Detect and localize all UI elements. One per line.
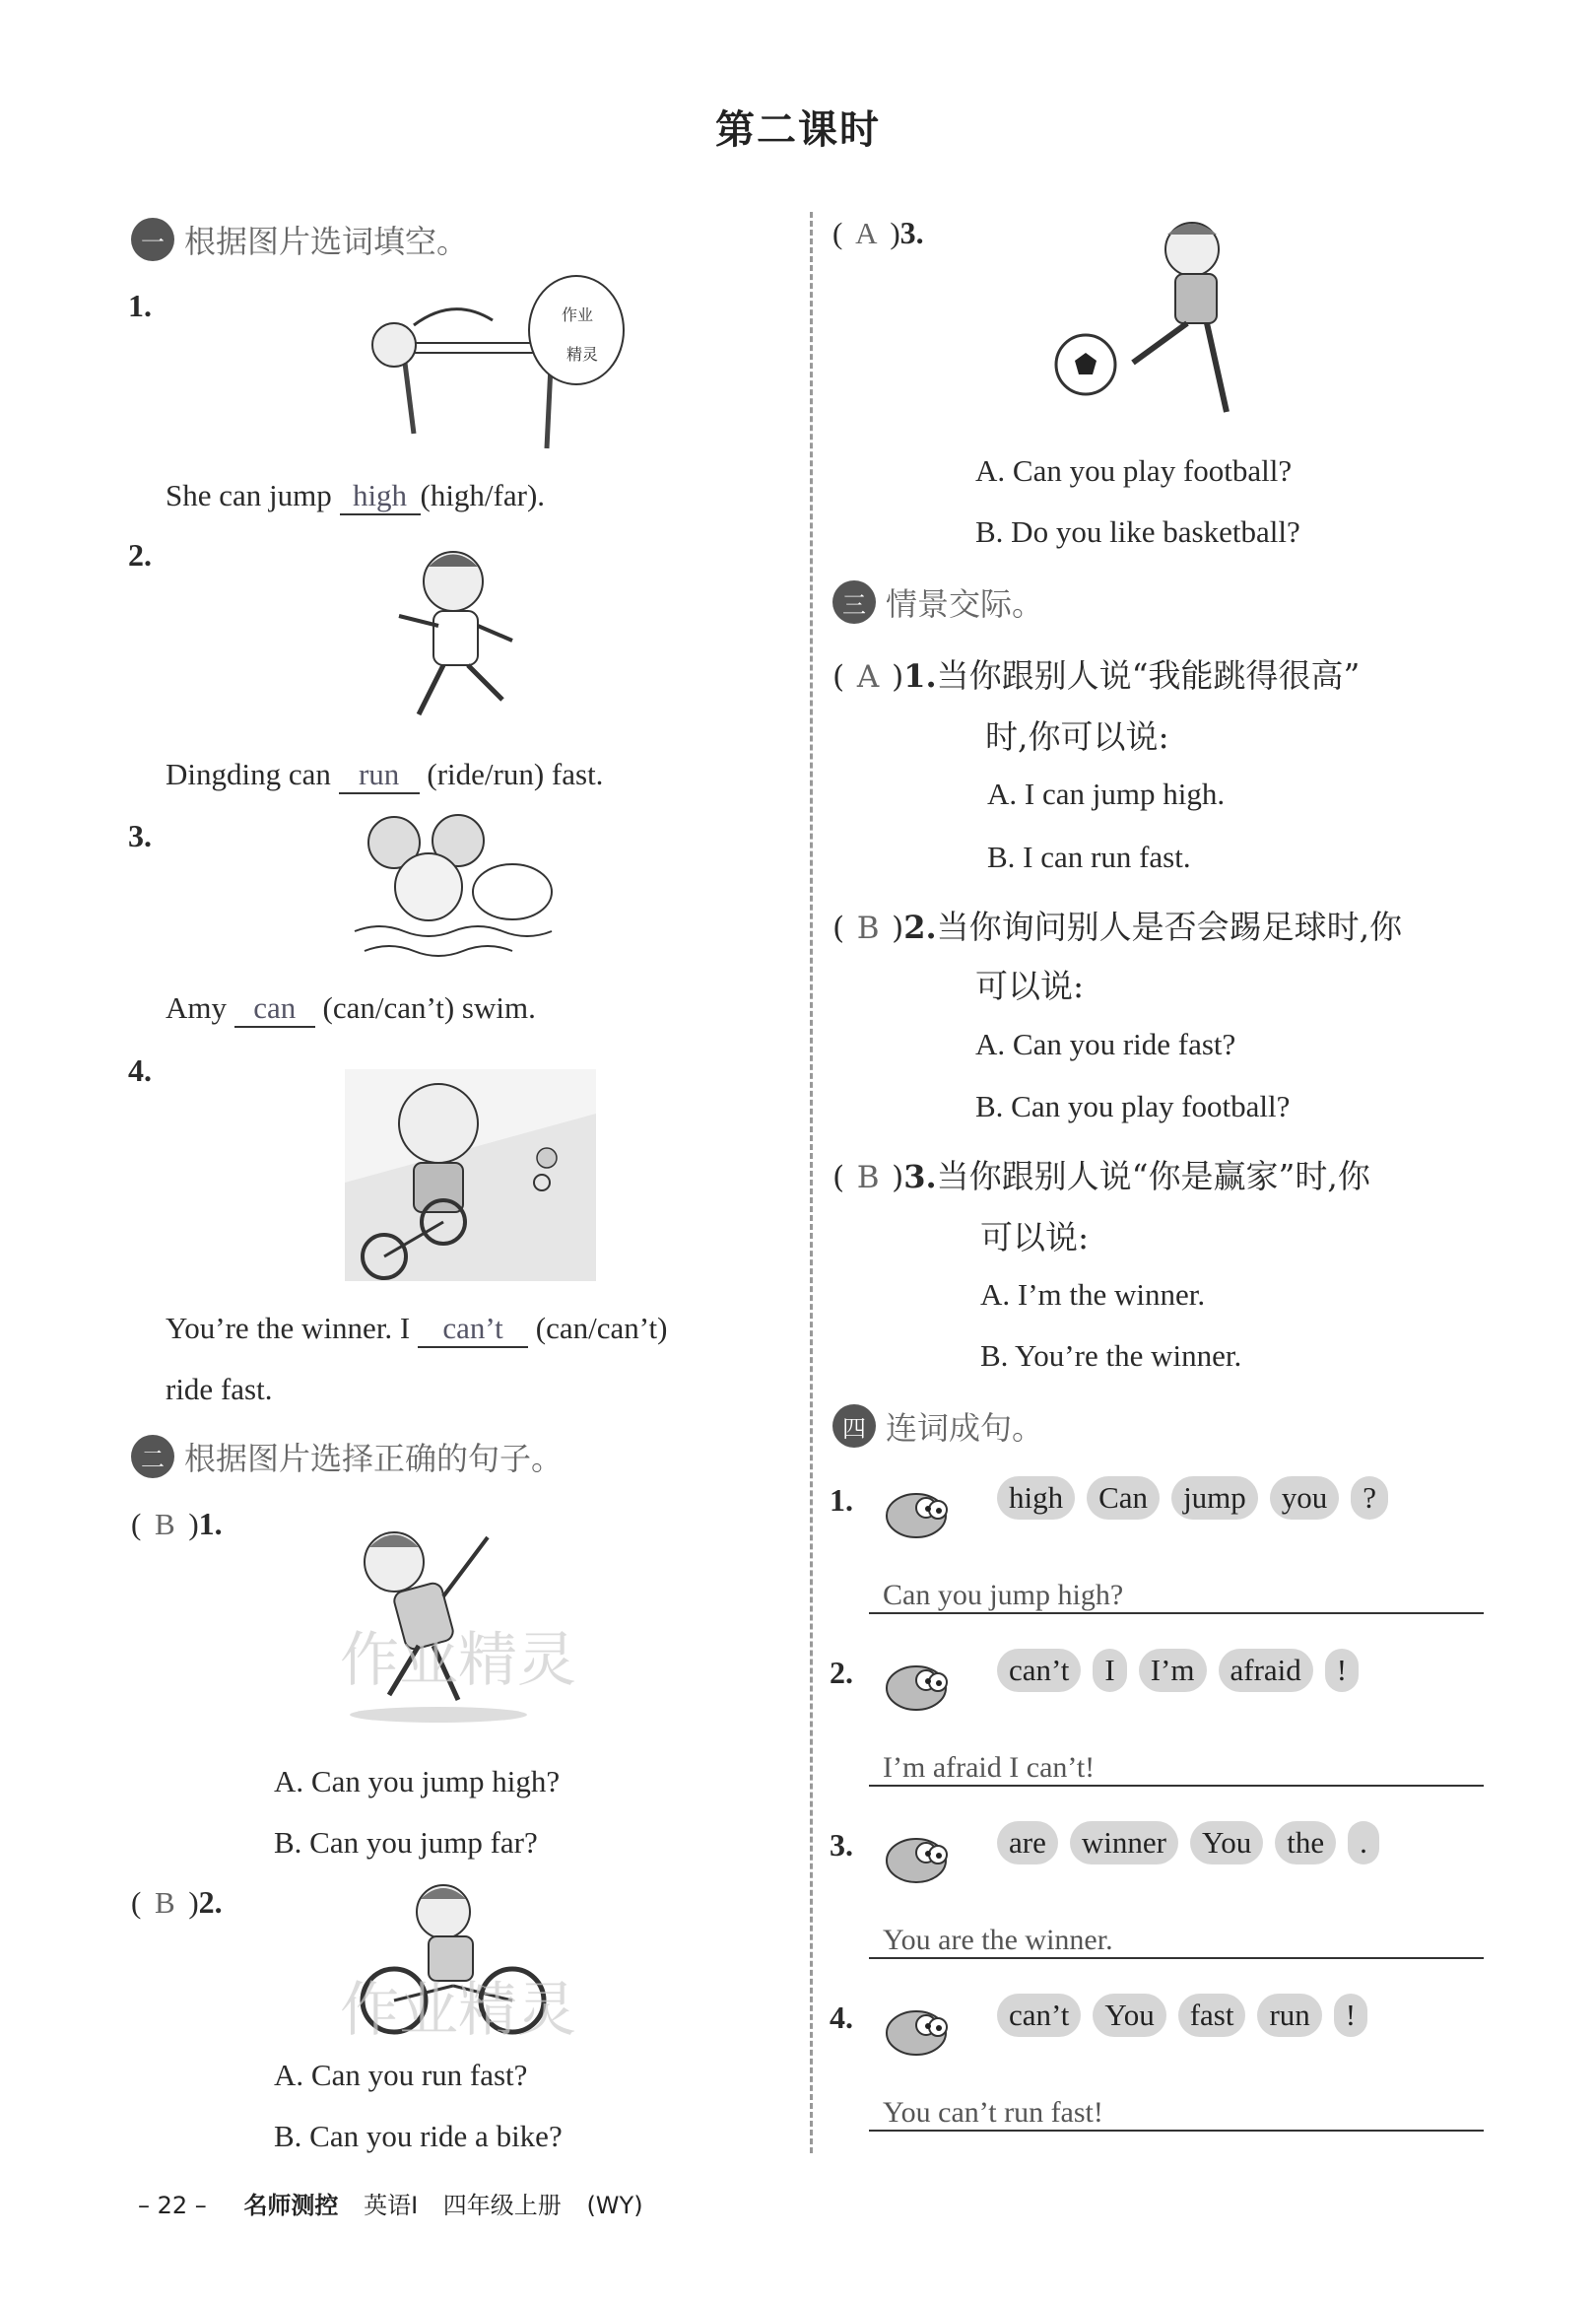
section-number: 二 xyxy=(131,1435,174,1478)
option-a: A. Can you ride fast? xyxy=(975,1027,1236,1061)
word-chip: ! xyxy=(1325,1649,1359,1692)
cartoon-bug-icon xyxy=(877,1651,956,1720)
fill-sentence-4: You’re the winner. I can’t (can/can’t) xyxy=(166,1311,667,1348)
word-chip: winner xyxy=(1070,1821,1178,1864)
answer-blank: high xyxy=(340,478,421,515)
word-chip: run xyxy=(1257,1994,1321,2037)
book-name: 名师测控 xyxy=(243,2192,339,2219)
svg-text:精灵: 精灵 xyxy=(566,347,599,364)
word-chips xyxy=(997,1476,1400,1520)
word-chip: . xyxy=(1348,1821,1379,1864)
section-title: 连词成句。 xyxy=(886,1409,1044,1447)
boy-running-illustration xyxy=(384,537,532,729)
choice-question-1: ( B )1. xyxy=(131,1506,223,1541)
section-number: 三 xyxy=(832,580,876,624)
page-number: – 22 – xyxy=(138,2192,207,2219)
answer-letter: B xyxy=(154,1885,175,1920)
option-b: B. Do you like basketball? xyxy=(975,514,1300,549)
word-chips xyxy=(997,1821,1391,1864)
boy-cycling-race-illustration xyxy=(340,1064,601,1286)
answer-line: You can’t run fast! xyxy=(869,2096,1484,2132)
option-a: A. I can jump high. xyxy=(987,777,1226,811)
word-chip: ! xyxy=(1334,1994,1367,2037)
word-chip: jump xyxy=(1171,1476,1258,1520)
question-number: 2. xyxy=(128,537,152,573)
section-3-header xyxy=(832,579,1043,625)
section-title: 情景交际。 xyxy=(886,585,1044,623)
girl-high-jump-illustration xyxy=(345,266,631,453)
word-order-question-4: 4. can’t You fast run ! You can’t run fast! xyxy=(830,1986,1499,2124)
word-order-question-1: 1. high Can jump you ? Can you jump high? xyxy=(830,1468,1499,1606)
boy-riding-bike-illustration xyxy=(330,1877,640,2055)
answer-line: You are the winner. xyxy=(869,1924,1484,1959)
dialog-question-3: ( B )3.当你跟别人说“你是赢家”时,你 xyxy=(832,1157,1370,1195)
section-title: 根据图片选词填空。 xyxy=(184,223,469,260)
section-title: 根据图片选择正确的句子。 xyxy=(184,1440,564,1477)
section-4-header xyxy=(832,1403,1043,1449)
word-order-question-2: 2. can’t I I’m afraid ! I’m afraid I can’t! xyxy=(830,1641,1499,1779)
question-number: 4. xyxy=(128,1052,152,1088)
option-a: A. Can you play football? xyxy=(975,453,1293,488)
answer-letter: B xyxy=(856,1160,880,1195)
option-a: A. Can you jump high? xyxy=(274,1764,561,1798)
cartoon-bug-icon xyxy=(877,1478,956,1547)
girl-swimming-illustration xyxy=(350,813,566,961)
answer-letter: A xyxy=(856,659,880,695)
dialog-question-2: ( B )2.当你询问别人是否会踢足球时,你 xyxy=(832,908,1403,946)
word-chip: fast xyxy=(1178,1994,1246,2037)
dialog-question-3-continued: 可以说: xyxy=(980,1218,1090,1256)
answer-blank: can xyxy=(234,990,315,1028)
option-b: B. Can you jump far? xyxy=(274,1825,538,1860)
word-chip: can’t xyxy=(997,1649,1081,1692)
word-chip: you xyxy=(1270,1476,1340,1520)
word-chip: I xyxy=(1093,1649,1126,1692)
question-number: 1. xyxy=(128,288,152,323)
section-number: 一 xyxy=(131,218,174,261)
page-title: 第二课时 xyxy=(715,107,881,153)
word-chip: are xyxy=(997,1821,1058,1864)
boy-kicking-football-illustration xyxy=(1049,215,1271,427)
word-chip: the xyxy=(1275,1821,1336,1864)
edition: (WY) xyxy=(586,2192,643,2219)
word-chip: high xyxy=(997,1476,1075,1520)
word-chip: Can xyxy=(1087,1476,1160,1520)
word-chip: You xyxy=(1093,1994,1165,2037)
fill-sentence-3: Amy can (can/can’t) swim. xyxy=(166,990,536,1028)
answer-letter: B xyxy=(856,911,880,946)
svg-text:作业精灵: 作业精灵 xyxy=(340,1976,576,2045)
cartoon-bug-icon xyxy=(877,1996,956,2065)
word-chip: ? xyxy=(1351,1476,1388,1520)
option-b: B. I can run fast. xyxy=(987,840,1191,874)
answer-letter: B xyxy=(154,1507,175,1541)
page-footer xyxy=(138,2186,643,2220)
answer-blank: can’t xyxy=(418,1311,528,1348)
answer-letter: A xyxy=(855,216,878,250)
answer-blank: run xyxy=(339,757,420,794)
option-a: A. I’m the winner. xyxy=(980,1277,1206,1312)
dialog-question-1: ( A )1.当你跟别人说“我能跳得很高” xyxy=(832,656,1361,695)
option-b: B. You’re the winner. xyxy=(980,1338,1242,1373)
word-order-question-3: 3. are winner You the . You are the winner. xyxy=(830,1813,1499,1951)
cartoon-bug-icon xyxy=(877,1823,956,1892)
section-2-header xyxy=(131,1434,563,1479)
fill-sentence-2: Dingding can run (ride/run) fast. xyxy=(166,757,603,794)
section-number: 四 xyxy=(832,1404,876,1448)
subject: 英语Ⅰ xyxy=(364,2192,419,2219)
choice-question-2: ( B )2. xyxy=(131,1884,223,1920)
answer-line: I’m afraid I can’t! xyxy=(869,1751,1484,1787)
word-chips xyxy=(997,1994,1379,2037)
fill-sentence-4-continued: ride fast. xyxy=(166,1372,273,1406)
word-chip: I’m xyxy=(1139,1649,1207,1692)
boy-jumping-illustration xyxy=(320,1518,645,1729)
question-number: 3. xyxy=(128,818,152,853)
dialog-question-2-continued: 可以说: xyxy=(975,967,1085,1005)
fill-sentence-1: She can jump high (high/far). xyxy=(166,478,545,515)
option-b: B. Can you ride a bike? xyxy=(274,2119,563,2153)
section-1-header xyxy=(131,217,468,262)
word-chips xyxy=(997,1649,1370,1692)
dialog-question-1-continued: 时,你可以说: xyxy=(985,717,1169,756)
column-divider xyxy=(810,212,813,2153)
answer-line: Can you jump high? xyxy=(869,1579,1484,1614)
word-chip: can’t xyxy=(997,1994,1081,2037)
svg-text:作业: 作业 xyxy=(562,307,594,324)
grade: 四年级上册 xyxy=(442,2192,562,2219)
svg-text:作业精灵: 作业精灵 xyxy=(340,1626,576,1695)
word-chip: You xyxy=(1190,1821,1263,1864)
option-b: B. Can you play football? xyxy=(975,1089,1291,1123)
option-a: A. Can you run fast? xyxy=(274,2058,528,2092)
choice-question-3: ( A )3. xyxy=(832,215,924,250)
word-chip: afraid xyxy=(1219,1649,1313,1692)
